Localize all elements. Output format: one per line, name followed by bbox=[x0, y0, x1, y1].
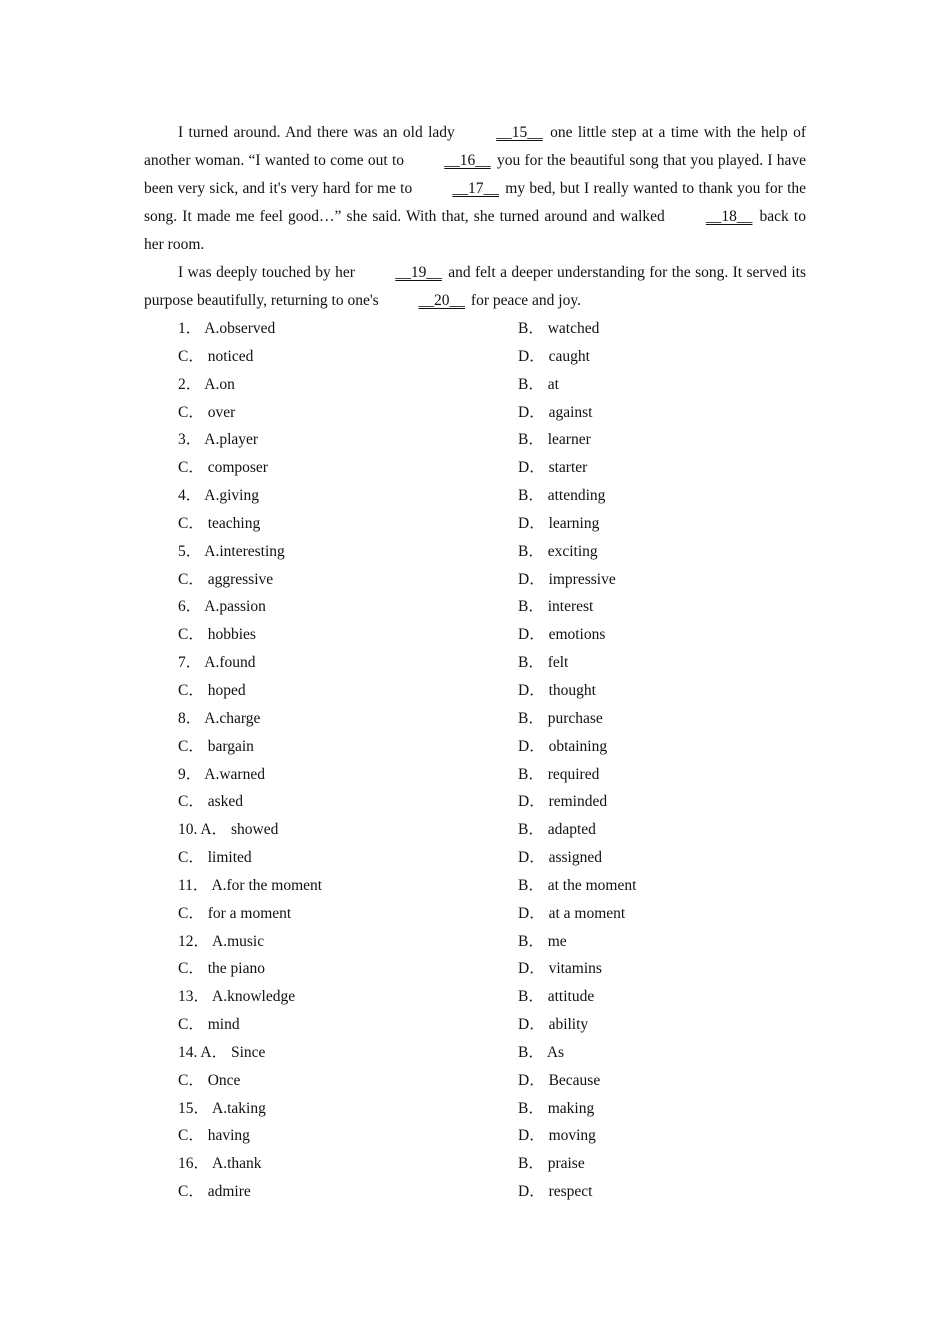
blank-15: __15__ bbox=[496, 124, 543, 141]
option-left: C． limited bbox=[178, 849, 252, 867]
option-right: B． praise bbox=[518, 1155, 585, 1173]
option-left: 1． A.observed bbox=[178, 320, 276, 337]
passage-text: you for the beautiful song that you played. I have been very sick, and it's very hard for me to bbox=[144, 152, 806, 197]
passage-paragraph-2 bbox=[144, 259, 806, 315]
option-row bbox=[144, 538, 806, 566]
option-left: C． noticed bbox=[178, 347, 254, 365]
option-row bbox=[144, 677, 806, 705]
option-row bbox=[144, 621, 806, 649]
option-right: D． starter bbox=[518, 459, 588, 477]
passage-text: back to her room. bbox=[144, 208, 806, 253]
option-right: B． required bbox=[518, 765, 600, 783]
option-right: B． making bbox=[518, 1099, 595, 1117]
option-row bbox=[144, 649, 806, 677]
option-row bbox=[144, 510, 806, 538]
option-row bbox=[144, 482, 806, 510]
option-left: 16． A.thank bbox=[178, 1155, 262, 1173]
option-right: D． thought bbox=[518, 681, 596, 699]
option-row bbox=[144, 315, 806, 343]
blank-16: __16__ bbox=[444, 152, 491, 169]
option-right: D． against bbox=[518, 403, 593, 421]
option-right: D． Because bbox=[518, 1071, 601, 1089]
option-left: C． the piano bbox=[178, 960, 265, 978]
blank-18: __18__ bbox=[705, 208, 753, 225]
passage-text: I turned around. And there was an old lady bbox=[178, 124, 461, 141]
option-row bbox=[144, 593, 806, 621]
option-right: D． assigned bbox=[518, 849, 602, 867]
option-right: D． ability bbox=[518, 1016, 589, 1034]
option-left: C． composer bbox=[178, 459, 268, 477]
option-row bbox=[144, 343, 806, 371]
option-row bbox=[144, 454, 806, 482]
option-left: 3． A.player bbox=[178, 431, 259, 449]
option-left: 5． A.interesting bbox=[178, 542, 285, 560]
option-left: C． Once bbox=[178, 1071, 241, 1089]
passage-text: and felt a deeper understanding for the song. It served its purpose beautifully, returning to one's bbox=[144, 264, 806, 309]
option-row bbox=[144, 705, 806, 733]
option-left: 8． A.charge bbox=[178, 709, 261, 727]
option-row bbox=[144, 928, 806, 956]
option-left: 6． A.passion bbox=[178, 598, 266, 616]
option-row bbox=[144, 1011, 806, 1039]
option-row bbox=[144, 983, 806, 1011]
option-row bbox=[144, 1178, 806, 1206]
passage-text: for peace and joy. bbox=[467, 292, 581, 309]
option-left: C． having bbox=[178, 1127, 250, 1145]
option-right: D． learning bbox=[518, 514, 600, 532]
option-right: B． learner bbox=[518, 431, 591, 449]
option-right: B． attending bbox=[518, 487, 606, 505]
document-page bbox=[144, 119, 806, 1206]
option-left: 4． A.giving bbox=[178, 487, 259, 505]
option-right: D． caught bbox=[518, 347, 590, 365]
passage-text: one little step at a time with the help of another woman. “I wanted to come out to bbox=[144, 124, 807, 169]
option-row bbox=[144, 399, 806, 427]
option-right: B． purchase bbox=[518, 709, 603, 727]
blank-20: __20__ bbox=[418, 292, 466, 309]
option-row bbox=[144, 566, 806, 594]
passage-text: my bed, but I really wanted to thank you for the song. It made me feel good…” she said. With that, she turned around and walked bbox=[144, 180, 806, 225]
option-row bbox=[144, 955, 806, 983]
option-right: D． moving bbox=[518, 1127, 596, 1145]
option-left: 13． A.knowledge bbox=[178, 988, 296, 1006]
option-left: 7． A.found bbox=[178, 654, 256, 672]
option-row bbox=[144, 761, 806, 789]
option-left: C． for a moment bbox=[178, 904, 292, 922]
passage-paragraph-1 bbox=[144, 119, 806, 259]
option-row bbox=[144, 900, 806, 928]
option-row bbox=[144, 1122, 806, 1150]
option-row bbox=[144, 816, 806, 844]
option-right: D． respect bbox=[518, 1183, 593, 1201]
option-left: C． hobbies bbox=[178, 626, 256, 644]
option-right: B． felt bbox=[518, 654, 569, 672]
option-right: D． impressive bbox=[518, 570, 616, 588]
option-right: B． exciting bbox=[518, 542, 598, 560]
option-left: 9． A.warned bbox=[178, 765, 265, 783]
option-right: D． emotions bbox=[518, 626, 606, 644]
option-left: 15． A.taking bbox=[178, 1099, 266, 1117]
option-right: B． me bbox=[518, 932, 567, 950]
option-right: D． reminded bbox=[518, 793, 608, 811]
option-left: 10. A． showed bbox=[178, 821, 279, 839]
option-left: C． aggressive bbox=[178, 570, 274, 588]
answer-options bbox=[144, 315, 806, 1206]
option-right: B． attitude bbox=[518, 988, 595, 1006]
option-left: C． over bbox=[178, 403, 236, 421]
option-right: B． watched bbox=[518, 320, 600, 337]
option-left: C． hoped bbox=[178, 681, 246, 699]
option-row bbox=[144, 1150, 806, 1178]
option-right: B． interest bbox=[518, 598, 594, 616]
option-left: C． asked bbox=[178, 793, 244, 811]
option-right: B． at the moment bbox=[518, 876, 637, 894]
option-right: B． As bbox=[518, 1043, 565, 1061]
blank-19: __19__ bbox=[395, 264, 442, 281]
passage-text: I was deeply touched by her bbox=[178, 264, 360, 281]
option-left: C． bargain bbox=[178, 737, 254, 755]
option-right: B． at bbox=[518, 375, 559, 393]
option-row bbox=[144, 1095, 806, 1123]
option-left: 12． A.music bbox=[178, 932, 265, 950]
option-row bbox=[144, 1039, 806, 1067]
option-right: D． vitamins bbox=[518, 960, 602, 978]
option-left: 2． A.on bbox=[178, 375, 235, 393]
option-row bbox=[144, 426, 806, 454]
option-row bbox=[144, 371, 806, 399]
option-left: 14. A． Since bbox=[178, 1043, 266, 1061]
blank-17: __17__ bbox=[452, 180, 499, 197]
option-left: C． admire bbox=[178, 1183, 251, 1201]
option-row bbox=[144, 1067, 806, 1095]
option-left: C． mind bbox=[178, 1016, 240, 1034]
option-right: D． at a moment bbox=[518, 904, 626, 922]
option-left: C． teaching bbox=[178, 514, 261, 532]
option-row bbox=[144, 872, 806, 900]
option-left: 11． A.for the moment bbox=[178, 876, 323, 894]
option-row bbox=[144, 733, 806, 761]
option-right: D． obtaining bbox=[518, 737, 608, 755]
option-right: B． adapted bbox=[518, 821, 596, 839]
option-row bbox=[144, 844, 806, 872]
option-row bbox=[144, 788, 806, 816]
